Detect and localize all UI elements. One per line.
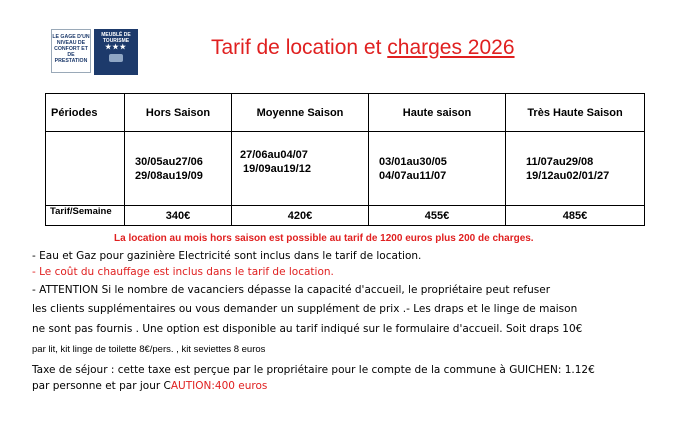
dates-haute-saison <box>369 132 506 206</box>
info-line-caution <box>32 380 267 392</box>
table-price-row <box>46 206 645 226</box>
meuble-logo-text: MEUBLÉ DE TOURISME <box>101 32 131 44</box>
info-line-taxe: Taxe de séjour : cette taxe est perçue par le propriétaire pour le compte de la commune à GUICHEN: 1.12€ <box>32 364 595 376</box>
dates-tres-haute-saison <box>506 132 645 206</box>
gage-logo-text: LE GAGE D'UN NIVEAU DE CONFORT ET DE PRESTATION <box>52 34 90 64</box>
info-line-chauffage: - Le coût du chauffage est inclus dans le tarif de location. <box>32 266 334 278</box>
caution-amount: AUTION:400 euros <box>170 380 268 392</box>
date-line: 29/08au19/09 <box>135 169 203 182</box>
dates-moyenne-saison <box>232 132 369 206</box>
table-header-row <box>46 94 645 132</box>
title-part-1: Tarif de location et <box>211 36 388 59</box>
tarif-table <box>45 93 645 226</box>
date-line: 03/01au30/05 <box>379 155 447 168</box>
price-tres-haute-saison: 485€ <box>506 206 645 226</box>
info-line-draps: ne sont pas fournis . Une option est disponible au tarif indiqué sur le formulaire d'accueil. Soit draps 10€ <box>32 323 583 335</box>
info-line-attention: - ATTENTION Si le nombre de vacanciers dépasse la capacité d'accueil, le propriétaire peut refuser <box>32 284 551 296</box>
stars-rating: ★★★ <box>105 44 127 51</box>
info-line-eau-gaz: - Eau et Gaz pour gazinière Electricité sont inclus dans le tarif de location. <box>32 250 422 262</box>
header-periodes: Périodes <box>46 94 125 132</box>
caution-prefix: par personne et par jour C <box>32 380 171 392</box>
dates-hors-saison <box>125 132 232 206</box>
gage-logo <box>51 29 91 73</box>
title-part-2: charges 2026 <box>387 36 515 59</box>
price-label: Tarif/Semaine <box>46 206 125 226</box>
date-line: 27/06au04/07 <box>240 148 308 161</box>
price-moyenne-saison: 420€ <box>232 206 369 226</box>
price-haute-saison: 455€ <box>369 206 506 226</box>
date-line: 11/07au29/08 <box>526 155 594 168</box>
emblem-icon <box>109 54 123 62</box>
header-tres-haute-saison: Très Haute Saison <box>506 94 645 132</box>
date-line: 04/07au11/07 <box>379 169 447 182</box>
page-title <box>211 36 515 60</box>
monthly-rental-note: La location au mois hors saison est possible au tarif de 1200 euros plus 200 de charges. <box>114 233 534 244</box>
header-hors-saison: Hors Saison <box>125 94 232 132</box>
meuble-tourisme-logo <box>94 29 138 75</box>
header-moyenne-saison: Moyenne Saison <box>232 94 369 132</box>
date-line: 30/05au27/06 <box>135 155 203 168</box>
info-line-kit: par lit, kit linge de toilette 8€/pers. , kit seviettes 8 euros <box>32 344 266 355</box>
table-dates-row <box>46 132 645 206</box>
dates-empty-cell <box>46 132 125 206</box>
price-hors-saison: 340€ <box>125 206 232 226</box>
header-haute-saison: Haute saison <box>369 94 506 132</box>
info-line-clients: les clients supplémentaires ou vous demander un supplément de prix .- Les draps et le linge de maison <box>32 303 578 315</box>
date-line: 19/09au19/12 <box>240 162 311 175</box>
date-line: 19/12au02/01/27 <box>526 169 610 182</box>
